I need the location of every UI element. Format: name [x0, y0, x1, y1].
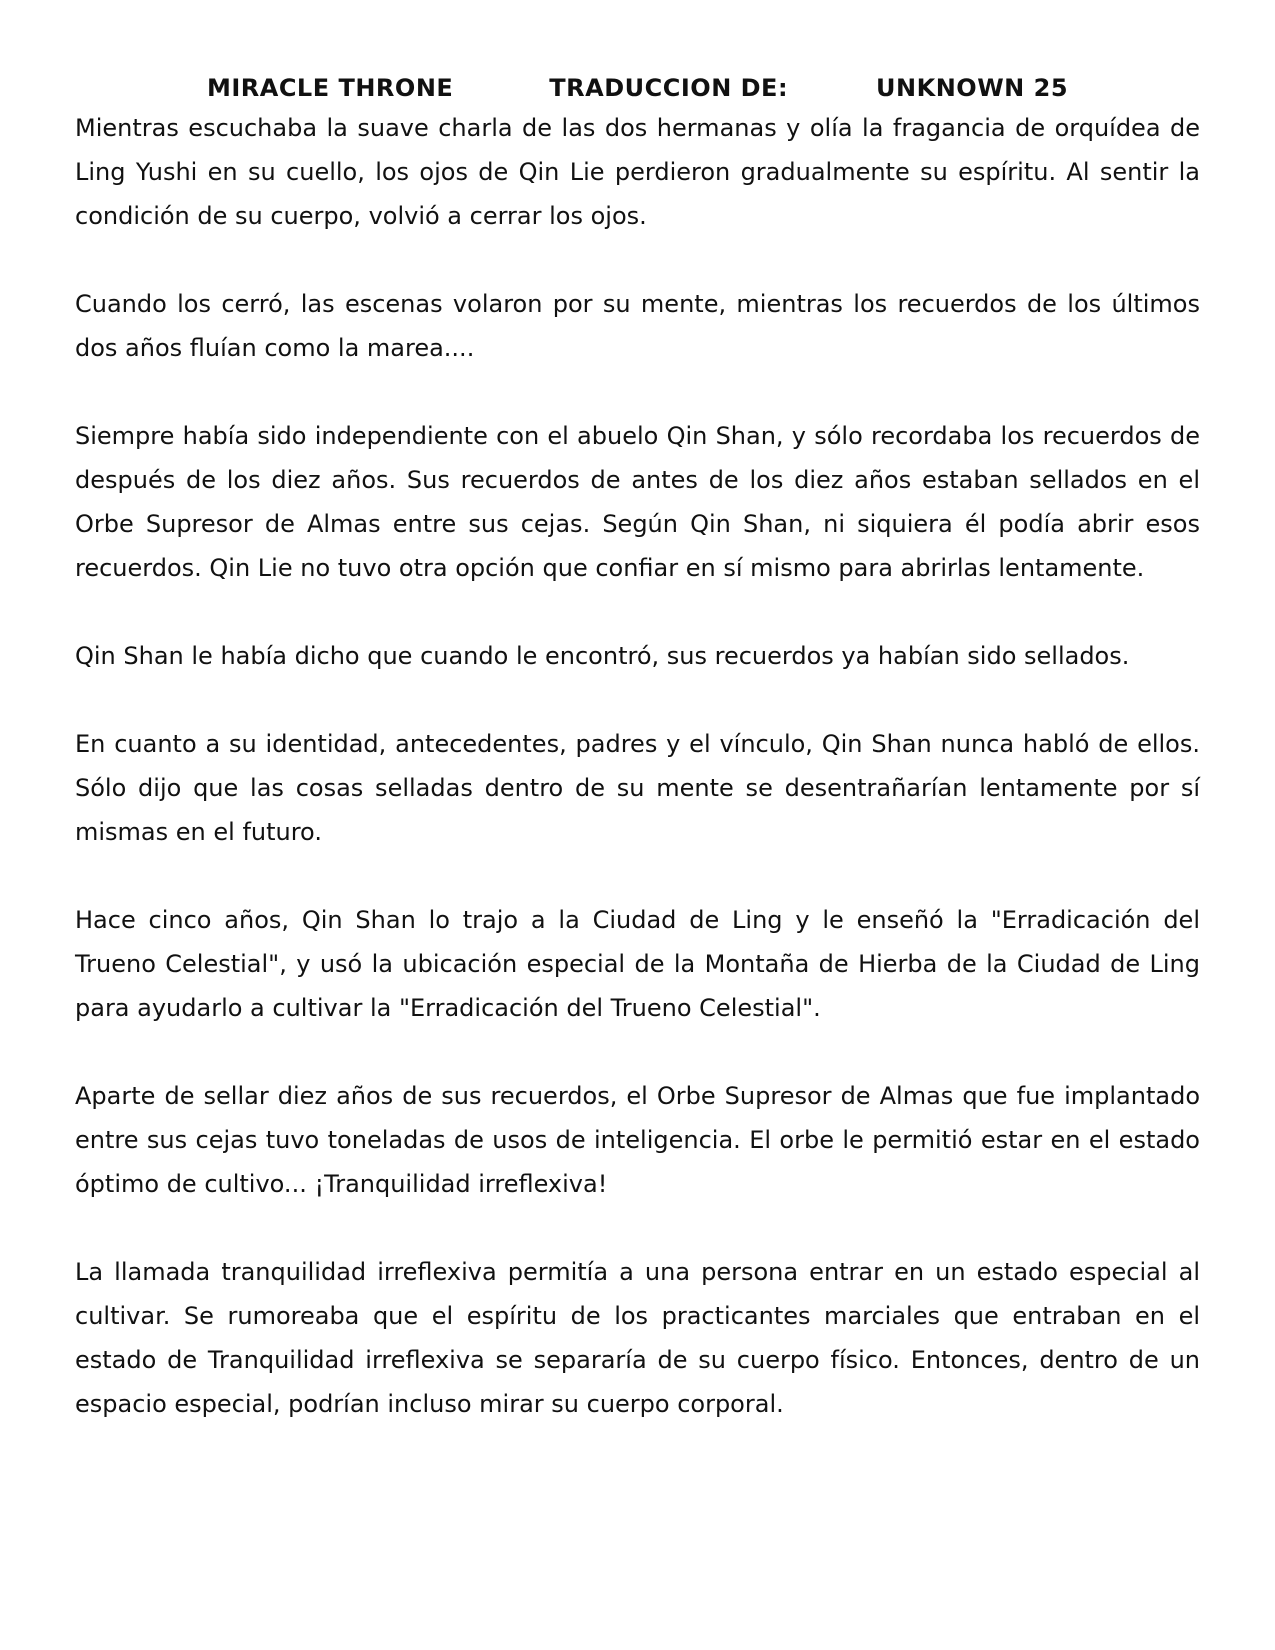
paragraph: La llamada tranquilidad irreflexiva permitía a una persona entrar en un estado especial al cultivar. Se rumoreaba que el espíritu de los practicantes marciales que entraban en el estado de Tranquilidad irreflexiva se separaría de su cuerpo físico. Entonces, dentro de un espacio especial, podrían incluso mirar su cuerpo corporal.: [75, 1258, 1200, 1418]
document-body: [75, 106, 1200, 1426]
page-header: [75, 70, 1200, 106]
paragraph: En cuanto a su identidad, antecedentes, padres y el vínculo, Qin Shan nunca habló de ellos. Sólo dijo que las cosas selladas dentro de su mente se desentrañarían lentamente por sí mismas en el futuro.: [75, 730, 1200, 846]
paragraph: Mientras escuchaba la suave charla de las dos hermanas y olía la fragancia de orquídea de Ling Yushi en su cuello, los ojos de Qin Lie perdieron gradualmente su espíritu. Al sentir la condición de su cuerpo, volvió a cerrar los ojos.: [75, 114, 1200, 230]
paragraph: Siempre había sido independiente con el abuelo Qin Shan, y sólo recordaba los recuerdos de después de los diez años. Sus recuerdos de antes de los diez años estaban sellados en el Orbe Supresor de Almas entre sus cejas. Según Qin Shan, ni siquiera él podía abrir esos recuerdos. Qin Lie no tuvo otra opción que confiar en sí mismo para abrirlas lentamente.: [75, 422, 1200, 582]
translation-label: TRADUCCION DE:: [549, 74, 789, 102]
paragraph: Hace cinco años, Qin Shan lo trajo a la Ciudad de Ling y le enseñó la "Erradicación del Trueno Celestial", y usó la ubicación especial de la Montaña de Hierba de la Ciudad de Ling para ayudarlo a cultivar la "Erradicación del Trueno Celestial".: [75, 906, 1200, 1022]
paragraph: Qin Shan le había dicho que cuando le encontró, sus recuerdos ya habían sido sellados.: [75, 642, 1130, 670]
paragraph: Cuando los cerró, las escenas volaron por su mente, mientras los recuerdos de los últimos dos años fluían como la marea....: [75, 290, 1200, 362]
novel-title: MIRACLE THRONE: [206, 74, 454, 102]
paragraph: Aparte de sellar diez años de sus recuerdos, el Orbe Supresor de Almas que fue implantado entre sus cejas tuvo toneladas de usos de inteligencia. El orbe le permitió estar en el estado óptimo de cultivo... ¡Tranquilidad irreflexiva!: [75, 1082, 1200, 1198]
translator-name: UNKNOWN 25: [876, 74, 1069, 102]
